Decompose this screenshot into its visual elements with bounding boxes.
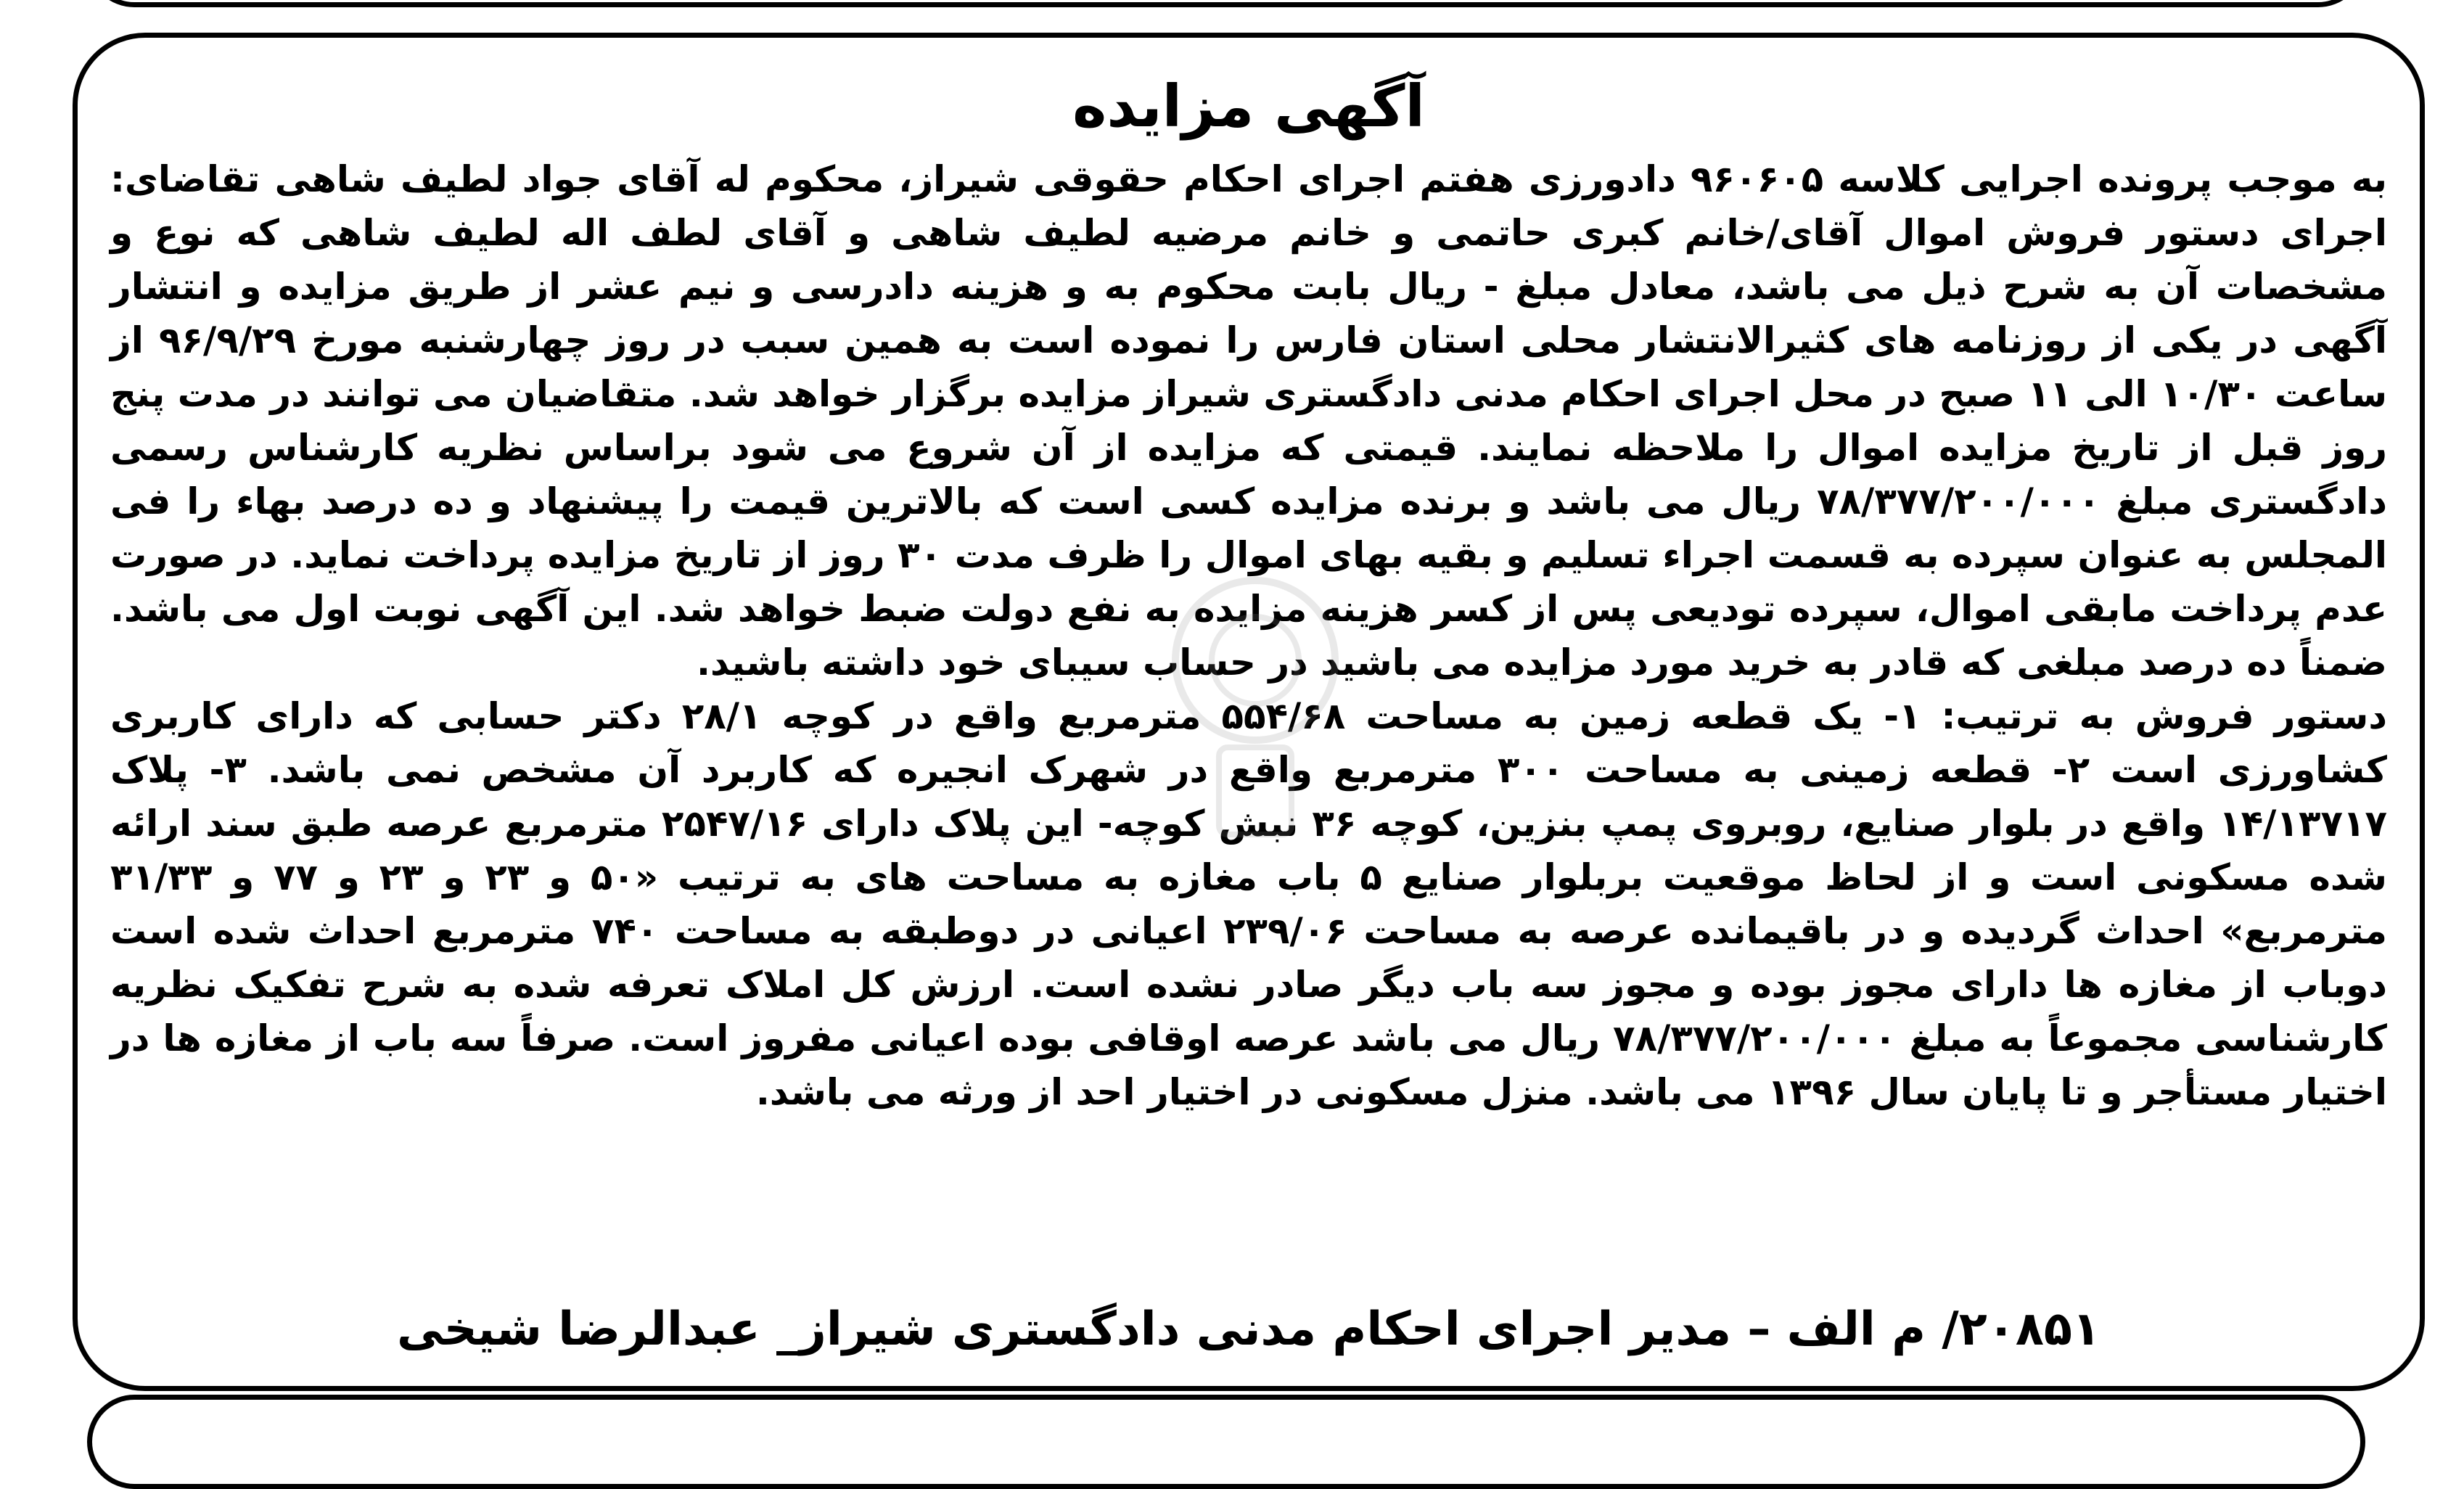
- publisher-logo-watermark-icon: [1132, 551, 1379, 856]
- notice-title: آگهی مزایده: [1072, 73, 1425, 140]
- previous-notice-border: [87, 0, 2365, 7]
- notice-paragraph-properties: دستور فروش به ترتیب: ۱- یک قطعه زمین به مساحت ۵۵۴/۶۸ مترمربع واقع در کوچه ۲۸/۱ دکتر حسابی که دارای کاربری کشاورزی است ۲- قطعه زمینی به مساحت ۳۰۰ مترمربع واقع در شهرک انجیره که کاربرد آن مشخص نمی باشد. ۳- پلاک ۱۴/۱۳۷۱۷ واقع در بلوار صنایع، روبروی پمپ بنزین، کوچه ۳۶ نبش کوچه- این پلاک دارای ۲۵۴۷/۱۶ مترمربع عرصه طبق سند ارائه شده مسکونی است و از لحاظ موقعیت بربلوار صنایع ۵ باب مغازه به مساحت های به ترتیب «۵۰ و ۲۳ و ۲۳ و ۷۷ و ۳۱/۳۳ مترمربع» احداث گردیده و در باقیمانده عرصه به مساحت ۲۳۹/۰۶ اعیانی در دوطبقه به مساحت ۷۴۰ مترمربع احداث شده است دوباب از مغازه ها دارای مجوز بوده و مجوز سه باب دیگر صادر نشده است. ارزش کل املاک تعرفه شده به شرح تفکیک نظریه کارشناسی مجموعاً به مبلغ ۷۸/۳۷۷/۲۰۰/۰۰۰ ریال می باشد عرصه اوقافی بوده اعیانی مفروز است. صرفاً سه باب از مغازه ها در اختیار مستأجر و تا پایان سال ۱۳۹۶ می باشد. منزل مسکونی در اختیار احد از ورثه می باشد.: [110, 695, 2388, 1113]
- notice-signature: ۲۰۸۵۱/ م الف – مدیر اجرای احکام مدنی دادگستری شیراز_ عبدالرضا شیخی: [397, 1303, 2100, 1356]
- notice-paragraph-intro: به موجب پرونده اجرایی کلاسه ۹۶۰۶۰۵ دادورزی هفتم اجرای احکام حقوقی شیراز، محکوم له آقای جواد لطیف شاهی تقاضای: اجرای دستور فروش اموال آقای/خانم کبری حاتمی و خانم مرضیه لطیف شاهی و آقای لطف اله لطیف شاهی که نوع و مشخصات آن به شرح ذیل می باشد، معادل مبلغ - ریال بابت محکوم به و هزینه دادرسی و نیم عشر از طریق مزایده و انتشار آگهی در یکی از روزنامه های کثیرالانتشار محلی استان فارس را نموده است به همین سبب در روز چهارشنبه مورخ ۹۶/۹/۲۹ از ساعت ۱۰/۳۰ الی ۱۱ صبح در محل اجرای احکام مدنی دادگستری شیراز مزایده برگزار خواهد شد. متقاضیان می توانند در مدت پنج روز قبل از تاریخ مزایده اموال را ملاحظه نمایند. قیمتی که مزایده از آن شروع می شود براساس نظریه کارشناس رسمی دادگستری مبلغ ۷۸/۳۷۷/۲۰۰/۰۰۰ ریال می باشد و برنده مزایده کسی است که بالاترین قیمت را پیشنهاد و ده درصد بهاء را فی المجلس به عنوان سپرده به قسمت اجراء تسلیم و بقیه بهای اموال را ظرف مدت ۳۰ روز از تاریخ مزایده پرداخت نماید. در صورت عدم پرداخت مابقی اموال، سپرده تودیعی پس از کسر هزینه مزایده به نفع دولت ضبط خواهد شد. این آگهی نوبت اول می باشد. ضمناً ده درصد مبلغی که قادر به خرید مورد مزایده می باشید در حساب سیبای خود داشته باشید.: [110, 158, 2388, 684]
- next-notice-border: [87, 1395, 2365, 1489]
